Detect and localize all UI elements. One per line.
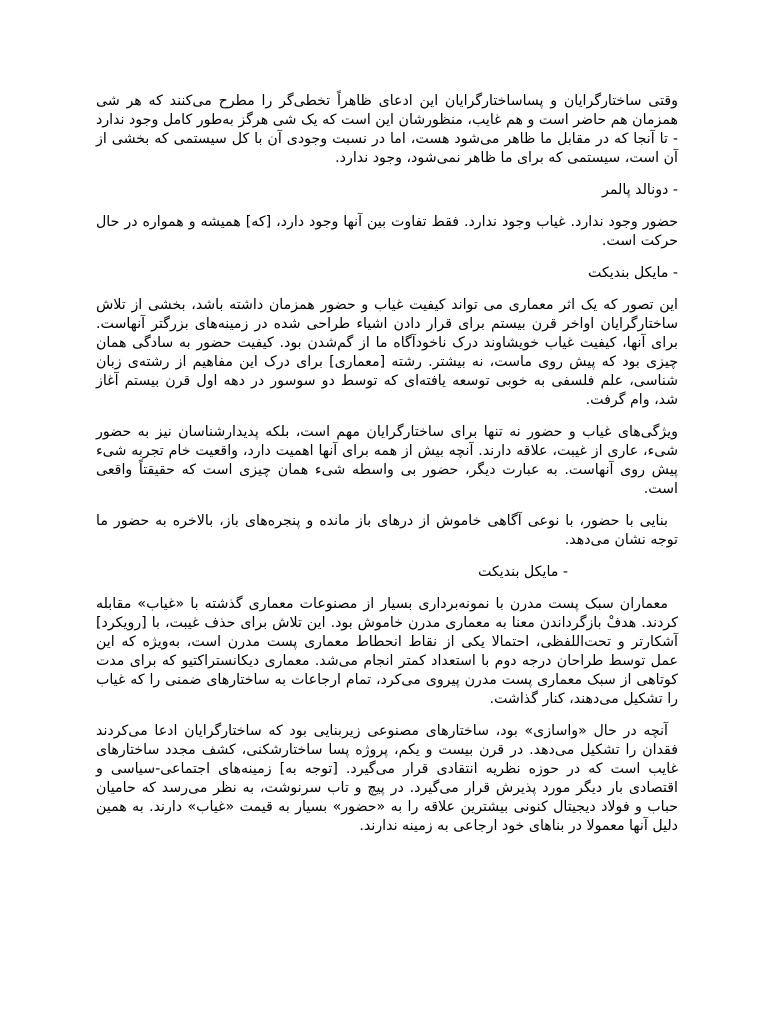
attribution-michael-benedikt-2: - مایکل بندیکت xyxy=(478,564,568,580)
quote-presence-difference: حضور وجود ندارد. غیاب وجود ندارد. فقط تفاوت بین آنها وجود دارد، [که] همیشه و همواره در حال حرکت است. xyxy=(96,214,678,249)
paragraph-deconstruction: آنچه در حال «واسازی» بود، ساختارهای مصنوعی زیربنایی بود که ساختارگرایان ادعا می‌کردند فقدان را تشکیل می‌دهد. در قرن بیست و یکم، پروژه پسا ساختارشکنی، کشف مجدد ساختارهای غایب است که در حوزه نظریه انتقادی قرار می‌گیرد. [توجه به] زمینه‌های اجتماعی-سیاسی و اقتصادی بار دیگر مورد پذیرش قرار می‌گیرد. در پیچ و تاب سرنوشت، به نظر می‌رسد که حامیان حباب و فولاد دیجیتال کنونی بیشترین علاقه را به «حضور» بسیار به قیمت «غیاب» دارند. به همین دلیل آنها معمولا در بناهای خود ارجاعی به زمینه ندارند. xyxy=(96,723,678,834)
attribution-donald-palmer: - دونالد پالمر xyxy=(602,182,678,198)
paragraph-postmodern-architects: معماران سبک پست مدرن با نمونه‌برداری بسیار از مصنوعات معماری گذشته با «غیاب» مقابله کردند. هدفْ بازگرداندن معنا به معماری مدرن خاموش بود. این تلاش برای حذف غیبت، با [رویکرد] آشکارتر و تحت‌اللفظی، احتمالا یکی از نقاط انحطاط معماری پست مدرن است، به‌ویژه که این عمل توسط طراحان درجه دوم با استعداد کمتر انجام می‌شد. معماری دیکانستراکتیو که برای مدت کوتاهی از سبک معماری پست مدرن پیروی می‌کرد، تمام ارجاعات به ساختارهای ضمنی را که غیاب را تشکیل می‌دهند، کنار گذاشت. xyxy=(96,596,678,707)
document-page xyxy=(96,92,678,849)
attribution-michael-benedikt-1: - مایکل بندیکت xyxy=(588,265,678,281)
paragraph-architecture-absence-presence: این تصور که یک اثر معماری می تواند کیفیت غیاب و حضور همزمان داشته باشد، بخشی از تلاش ساختارگرایان اواخر قرن بیستم برای قرار دادن اشیاء طراحی شده در زمینه‌های بزرگتر آنهاست. برای آنها، کیفیت غیاب خویشاوند درک ناخودآگاه ما از گم‌شدن بود. کیفیت حضور به سادگی همان چیزی بود که پیش روی ماست، نه بیشتر. رشته [معماری] برای درک این مفاهیم از رشته‌ی زبان شناسی، علم فلسفی به خوبی توسعه یافته‌ای که توسط دو سوسور در دهه اول قرن بیستم آغاز شد، وام گرفت. xyxy=(96,297,678,408)
paragraph-structuralism-presence-absence: وقتی ساختارگرایان و پساساختارگرایان این ادعای ظاهراً تخطی‌گر را مطرح می‌کنند که هر شی همزمان هم حاضر است و هم غایب، منظورشان این است که یک شی هرگز به‌طور کامل وجود ندارد - تا آنجا که در مقابل ما ظاهر می‌شود هست، اما در نسبت وجودی آن با کل سیستمی که بخشی از آن است، سیستمی که برای ما ظاهر نمی‌شود، وجود ندارد. xyxy=(96,93,678,166)
quote-building-presence: بنایی با حضور، با نوعی آگاهی خاموش از درهای باز مانده و پنجره‌های باز، بالاخره به حضور ما توجه نشان می‌دهد. xyxy=(96,513,678,548)
paragraph-phenomenologists: ویژگی‌های غیاب و حضور نه تنها برای ساختارگرایان مهم است، بلکه پدیدارشناسان نیز به حضور شیء، عاری از غیبت، علاقه دارند. آنچه بیش از همه برای آنها اهمیت دارد، واقعیت خام تجربه شیء پیش روی آنهاست. به عبارت دیگر، حضور بی واسطه شیء همان چیزی است که حقیقتاً واقعی است. xyxy=(96,424,678,497)
